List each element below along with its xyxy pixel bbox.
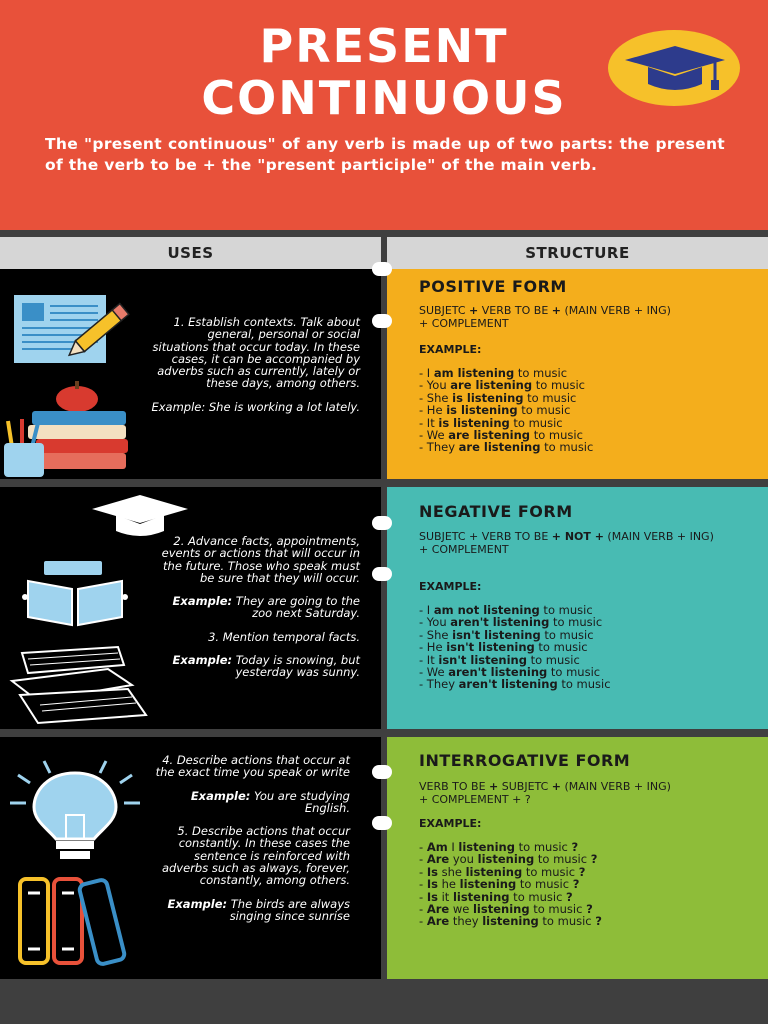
- connector-dot: [372, 262, 392, 276]
- use-4-example: Example: You are studying English.: [190, 788, 350, 815]
- intro-text: The "present continuous" of any verb is made up of two parts: the present of the verb to be + the "present participle" of the main verb.: [45, 135, 725, 174]
- list-item: - I am not listening to music: [419, 603, 593, 617]
- list-item: - She is listening to music: [419, 390, 577, 405]
- list-item: - Are we listening to music ?: [419, 902, 593, 917]
- interrogative-form-panel: [387, 737, 768, 979]
- use-3-text: [150, 754, 350, 933]
- connector-dot: [372, 516, 392, 530]
- negative-form-title: NEGATIVE FORM: [419, 502, 573, 521]
- use-5-example: Example: The birds are always singing since sunrise: [167, 896, 350, 923]
- uses-column-header: USES: [0, 237, 381, 269]
- list-item: - It is listening to music: [419, 415, 563, 430]
- structure-column-header: STRUCTURE: [387, 237, 768, 269]
- connector-dot: [372, 816, 392, 830]
- use-5-description: 5. Describe actions that occur constantly. In these cases the sentence is reinforced with adverbs such as always, forever, constantly, among others.: [161, 824, 350, 888]
- list-item: - Is it listening to music ?: [419, 889, 573, 904]
- positive-form-panel: [387, 269, 768, 479]
- negative-structure: SUBJETC + VERB TO BE + NOT + (MAIN VERB + ING) + COMPLEMENT: [419, 530, 714, 556]
- pencil-cup-icon: [2, 417, 48, 479]
- uses-panel-3: [0, 737, 381, 979]
- list-item: - He isn't listening to music: [419, 640, 588, 655]
- list-item: - Are they listening to music ?: [419, 914, 602, 929]
- header: [0, 0, 768, 230]
- positive-example-list: [419, 367, 593, 454]
- interrogative-example-label: EXAMPLE:: [419, 817, 482, 830]
- use-1-description: 1. Establish contexts. Talk about general, personal or social situations that occur today. In these cases, it can be accompanied by adverbs such as currently, lately or these days, among others.: [152, 315, 360, 391]
- list-item: - You are listening to music: [419, 378, 585, 393]
- list-item: - Is he listening to music ?: [419, 877, 580, 892]
- use-4-description: 4. Describe actions that occur at the exact time you speak or write: [155, 753, 350, 780]
- uses-panel-1: [0, 269, 381, 479]
- positive-form-title: POSITIVE FORM: [419, 277, 567, 296]
- graduation-cap-icon: [620, 40, 730, 100]
- interrogative-form-title: INTERROGATIVE FORM: [419, 751, 631, 770]
- connector-dot: [372, 314, 392, 328]
- use-3-example: Example: Today is snowing, but yesterday was sunny.: [172, 653, 360, 680]
- use-1-text: [150, 316, 360, 424]
- interrogative-structure: VERB TO BE + SUBJETC + (MAIN VERB + ING) + COMPLEMENT + ?: [419, 780, 671, 806]
- use-3-description: 3. Mention temporal facts.: [208, 629, 360, 644]
- connector-dot: [372, 765, 392, 779]
- list-item: - They are listening to music: [419, 440, 594, 455]
- list-item: - They aren't listening to music: [419, 677, 611, 692]
- books-stack-icon: [8, 645, 152, 725]
- light-bulb-icon: [8, 759, 142, 863]
- list-item: - We aren't listening to music: [419, 665, 601, 680]
- list-item: - Are you listening to music ?: [419, 852, 598, 867]
- title-line-1: PRESENT: [259, 19, 509, 73]
- use-2-description: 2. Advance facts, appointments, events or actions that will occur in the future. Those who speak must be sure that they will occur.: [161, 534, 360, 585]
- pencil-icon: [66, 299, 138, 359]
- use-2-example: Example: They are going to the zoo next Saturday.: [172, 594, 360, 621]
- list-item: - She isn't listening to music: [419, 627, 594, 642]
- connector-dot: [372, 567, 392, 581]
- binders-icon: [18, 875, 144, 965]
- list-item: - He is listening to music: [419, 403, 571, 418]
- negative-example-label: EXAMPLE:: [419, 580, 482, 593]
- list-item: - It isn't listening to music: [419, 652, 580, 667]
- use-1-example: Example: She is working a lot lately.: [151, 399, 360, 414]
- apple-icon: [54, 379, 100, 413]
- positive-example-label: EXAMPLE:: [419, 343, 482, 356]
- title-line-2: CONTINUOUS: [201, 71, 567, 125]
- use-2-text: [155, 535, 360, 690]
- footer-bar: [0, 979, 768, 1024]
- list-item: - You aren't listening to music: [419, 615, 603, 630]
- positive-structure: SUBJETC + VERB TO BE + (MAIN VERB + ING) + COMPLEMENT: [419, 304, 671, 330]
- negative-example-list: [419, 604, 611, 691]
- list-item: - I am listening to music: [419, 366, 568, 380]
- list-item: - Is she listening to music ?: [419, 864, 586, 879]
- negative-form-panel: [387, 487, 768, 729]
- list-item: - Am I listening to music ?: [419, 840, 579, 854]
- uses-panel-2: [0, 487, 381, 729]
- list-item: - We are listening to music: [419, 428, 583, 443]
- interrogative-example-list: [419, 841, 602, 928]
- open-book-icon: [22, 559, 128, 627]
